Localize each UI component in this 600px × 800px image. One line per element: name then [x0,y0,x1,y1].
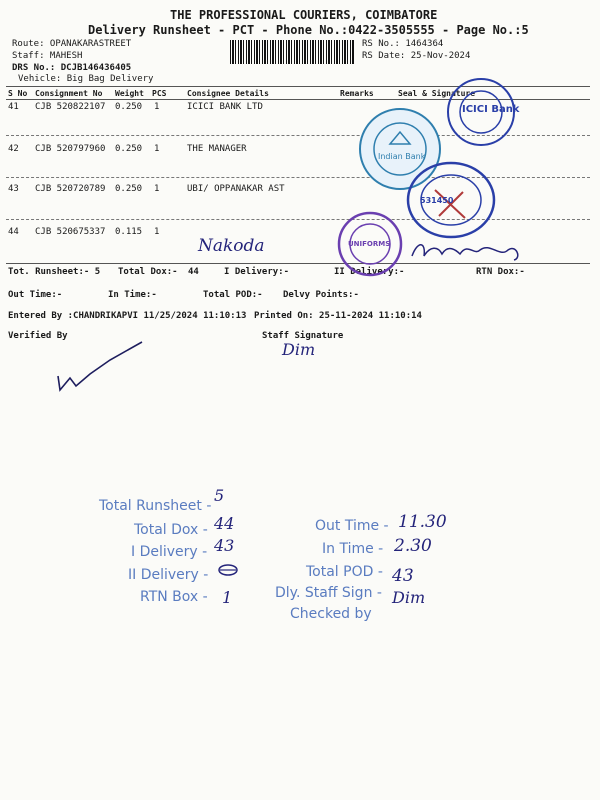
tot-dox-label: Total Dox:- [118,267,178,277]
vehicle: Vehicle: Big Bag Delivery [18,74,154,84]
handwritten-nakoda: Nakoda [198,236,265,256]
stamp-total-runsheet: Total Runsheet - [99,498,212,514]
drs-number: DRS No.: DCJB146436405 [12,63,132,73]
hand-i-delivery: 43 [214,536,235,555]
row-divider [6,219,590,220]
total-pod-label: Total POD:- [203,290,263,300]
rs-number: RS No.: 1464364 [362,39,444,49]
in-time-label: In Time:- [108,290,157,300]
row-sno: 41 [8,102,19,112]
col-consignee: Consignee Details [187,89,269,98]
stamp-ii-delivery: II Delivery - [128,567,209,583]
row-weight: 0.115 [115,227,143,237]
staff-signature-handwritten: Dim [282,340,316,359]
out-time-label: Out Time:- [8,290,63,300]
rs-date: RS Date: 25-Nov-2024 [362,51,471,61]
tot-dox-value: 44 [188,267,199,277]
row-weight: 0.250 [115,102,143,112]
col-seal: Seal & Signature [398,89,476,98]
verified-signature [50,338,150,398]
handwritten-scribble [408,236,528,266]
tot-ii-delivery: II Delivery:- [334,267,405,277]
stamp-total-pod: Total POD - [306,564,383,580]
indian-bank-stamp-text: Indian Bank [378,152,426,161]
uniforms-stamp-text: UNIFORMS [348,240,391,248]
row-sno: 44 [8,227,19,237]
barcode [230,40,354,64]
hand-out-time: 11.30 [398,512,447,532]
row-consignment: CJB 520797960 [35,144,106,154]
row-consignee: THE MANAGER [187,144,247,154]
hand-dox: 44 [214,514,235,533]
stamp-dly-staff-sign: Dly. Staff Sign - [275,585,382,601]
row-divider [6,177,590,178]
staff-signature-label: Staff Signature [262,331,344,341]
col-sno: S No [8,89,28,98]
stamp-out-time: Out Time - [315,518,389,534]
runsheet-title: Delivery Runsheet - PCT - Phone No.:0422-3505555 - Page No.:5 [88,23,529,37]
row-pcs: 1 [154,102,160,112]
hand-runsheet: 5 [214,486,225,505]
hand-ii-delivery-scribble [216,562,240,578]
row-consignment: CJB 520822107 [35,102,106,112]
col-consignment: Consignment No [35,89,103,98]
printed-on: Printed On: 25-11-2024 11:10:14 [254,311,422,321]
col-remarks: Remarks [340,89,374,98]
tot-i-delivery: I Delivery:- [224,267,290,277]
row-consignee: ICICI BANK LTD [187,102,263,112]
verified-by: Verified By [8,331,68,341]
row-weight: 0.250 [115,184,143,194]
hand-staff-sign: Dim [392,588,426,607]
union-bank-code: 531450 [420,196,454,205]
icici-stamp-text: ICICI Bank [462,104,520,115]
stamp-total-dox: Total Dox - [134,522,208,538]
staff: Staff: MAHESH [12,51,83,61]
row-pcs: 1 [154,184,160,194]
stamp-rtn-box: RTN Box - [140,589,208,605]
tot-rtn-dox: RTN Dox:- [476,267,525,277]
row-sno: 42 [8,144,19,154]
row-weight: 0.250 [115,144,143,154]
delvy-points-label: Delvy Points:- [283,290,359,300]
stamp-i-delivery: I Delivery - [131,544,208,560]
row-consignment: CJB 520675337 [35,227,106,237]
row-pcs: 1 [154,144,160,154]
col-weight: Weight [115,89,144,98]
row-consignment: CJB 520720789 [35,184,106,194]
entered-by: Entered By :CHANDRIKAPVI 11/25/2024 11:10:13 [8,311,247,321]
stamp-in-time: In Time - [322,541,384,557]
company-title: THE PROFESSIONAL COURIERS, COIMBATORE [170,8,438,22]
col-pcs: PCS [152,89,167,98]
hand-in-time: 2.30 [394,536,432,556]
row-pcs: 1 [154,227,160,237]
route: Route: OPANAKARASTREET [12,39,132,49]
row-consignee: UBI/ OPPANAKAR AST [187,184,285,194]
tot-runsheet: Tot. Runsheet:- 5 [8,267,101,277]
hand-pod: 43 [392,566,414,586]
stamp-checked-by: Checked by [290,606,372,622]
row-sno: 43 [8,184,19,194]
hand-rtn: 1 [222,588,233,607]
